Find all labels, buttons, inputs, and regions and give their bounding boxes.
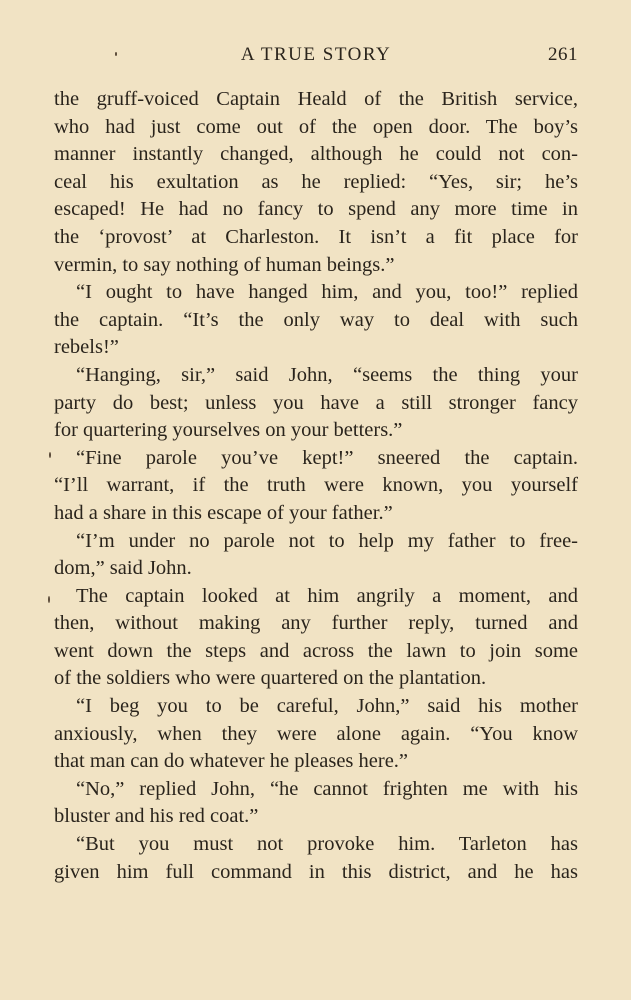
text-line: given him full command in this district, and he has	[54, 860, 578, 883]
text-line: “But you must not provoke him. Tarleton has	[76, 833, 578, 856]
text-line: ceal his exultation as he replied: “Yes, sir; he’s	[54, 170, 578, 193]
text-line: dom,” said John.	[54, 557, 192, 580]
text-line: for quartering yourselves on your betters.”	[54, 419, 403, 442]
text-line: then, without making any further reply, turned and	[54, 612, 578, 635]
text-line: rebels!”	[54, 336, 119, 359]
text-line: bluster and his red coat.”	[54, 805, 259, 828]
print-speck	[115, 52, 117, 56]
text-line: party do best; unless you have a still stronger fancy	[54, 391, 578, 414]
text-line: “Fine parole you’ve kept!” sneered the captain.	[76, 446, 578, 469]
text-line: the ‘provost’ at Charleston. It isn’t a fit place for	[54, 225, 578, 248]
text-line: “I ought to have hanged him, and you, too!” replied	[76, 281, 578, 304]
text-line: escaped! He had no fancy to spend any more time in	[54, 198, 578, 221]
text-line: the gruff-voiced Captain Heald of the British service,	[54, 88, 578, 110]
text-line: “Hanging, sir,” said John, “seems the thing your	[76, 363, 578, 386]
text-line: manner instantly changed, although he could not con-	[54, 143, 578, 166]
text-line: went down the steps and across the lawn to join some	[54, 639, 578, 662]
running-title: A TRUE STORY	[240, 44, 392, 65]
print-speck	[49, 452, 51, 458]
text-line: “I’ll warrant, if the truth were known, you yourself	[54, 474, 578, 497]
text-line: “I’m under no parole not to help my father to free-	[76, 529, 578, 552]
text-line: the captain. “It’s the only way to deal with such	[54, 308, 578, 331]
text-line: of the soldiers who were quartered on the plantation.	[54, 667, 487, 690]
text-line: who had just come out of the open door. The boy’s	[54, 115, 578, 138]
text-line: “No,” replied John, “he cannot frighten me with his	[76, 777, 578, 800]
text-line: vermin, to say nothing of human beings.”	[54, 253, 395, 276]
text-line: The captain looked at him angrily a moment, and	[76, 584, 578, 607]
text-line: had a share in this escape of your father.”	[54, 501, 393, 524]
text-line: that man can do whatever he pleases here.”	[54, 750, 409, 773]
text-line: anxiously, when they were alone again. “You know	[54, 722, 578, 745]
print-speck	[48, 596, 50, 603]
page-number: 261	[548, 44, 578, 65]
page-header	[54, 44, 578, 72]
text-line: “I beg you to be careful, John,” said his mother	[76, 695, 578, 718]
body-text	[54, 86, 578, 886]
